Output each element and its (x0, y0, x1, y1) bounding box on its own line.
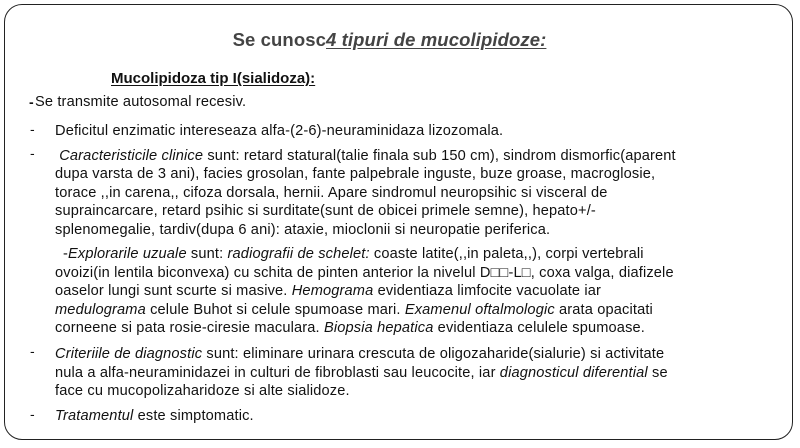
clinical-line-4: supraincarcare, retard psihic si surditate(sunt de obicei primele semne), hepato+/- (55, 203, 596, 219)
clinical-label: Caracteristicile clinice (59, 148, 204, 164)
slide-title (5, 29, 792, 51)
bullet-dash: - (30, 145, 35, 161)
differential-label: diagnosticul diferential (499, 365, 648, 381)
explore-line-5: corneene si pata rosie-ciresie maculara. Biopsia hepatica evidentiaza celulele spumoase. (55, 320, 645, 336)
diagnostic-label: Criteriile de diagnostic (55, 346, 203, 362)
bullet-dash: - (30, 121, 35, 137)
diagnostic-line-3: face cu mucopolizaharidoze si alte sialidoze. (55, 383, 350, 399)
bullet-transmission: Se transmite autosomal recesiv. (35, 94, 247, 110)
explore-label: Explorarile uzuale (68, 246, 187, 262)
liver-biopsy-label: Biopsia hepatica (323, 320, 434, 336)
clinical-line-2: dupa varsta de 3 ani), facies grosolan, fante palpebrale inguste, buze groase, macroglosie, (55, 166, 656, 182)
explore-line-2: ovoizi(in lentila biconvexa) cu schita de pinten anterior la nivelul D□□-L□, coxa valga, diafizele (55, 265, 674, 281)
diagnostic-line-1: Criteriile de diagnostic sunt: eliminare urinara crescuta de oligozaharide(sialurie) si activitate (55, 346, 665, 362)
hemogram-label: Hemograma (291, 283, 374, 299)
diagnostic-line-2: nula a alfa-neuraminidazei in culturi de fibroblasti sau leucocite, iar diagnosticul diferential se (55, 365, 668, 381)
clinical-line-3: torace ,,in carena,, cifoza dorsala, hernii. Apare sindromul neuropsihic si visceral de (55, 185, 608, 201)
explore-line-3: oaselor lungi sunt scurte si masive. Hemograma evidentiaza limfocite vacuolate iar (55, 283, 602, 299)
bullet-dash: - (30, 406, 35, 422)
clinical-line-5: splenomegalie, tardiv(dupa 6 ani): ataxie, mioclonii si neuropatie periferica. (55, 222, 551, 238)
ophthalmology-label: Examenul oftalmologic (404, 302, 555, 318)
bullet-dash: - (30, 343, 35, 359)
treatment-line: Tratamentul este simptomatic. (55, 408, 254, 424)
slide-frame (4, 4, 793, 440)
title-italic: 4 tipuri de mucolipidoze: (326, 29, 547, 50)
medulogram-label: medulograma (55, 302, 146, 318)
treatment-label: Tratamentul (55, 408, 134, 424)
bullet-enzyme-deficit: Deficitul enzimatic intereseaza alfa-(2-6)-neuraminidaza lizozomala. (55, 123, 504, 139)
title-prefix: Se cunosc (232, 29, 327, 50)
section-heading: Mucolipidoza tip I(sialidoza): (111, 70, 316, 87)
clinical-line-1: Caracteristicile clinice sunt: retard statural(talie finala sub 150 cm), sindrom dismorfic(aparent (59, 148, 676, 164)
explore-line-1: -Explorarile uzuale sunt: radiografii de schelet: coaste latite(,,in paleta,,), corpi vertebrali (63, 246, 644, 262)
bullet-dash: - (29, 94, 34, 110)
explore-line-4: medulograma celule Buhot si celule spumoase mari. Examenul oftalmologic arata opacitati (55, 302, 653, 318)
